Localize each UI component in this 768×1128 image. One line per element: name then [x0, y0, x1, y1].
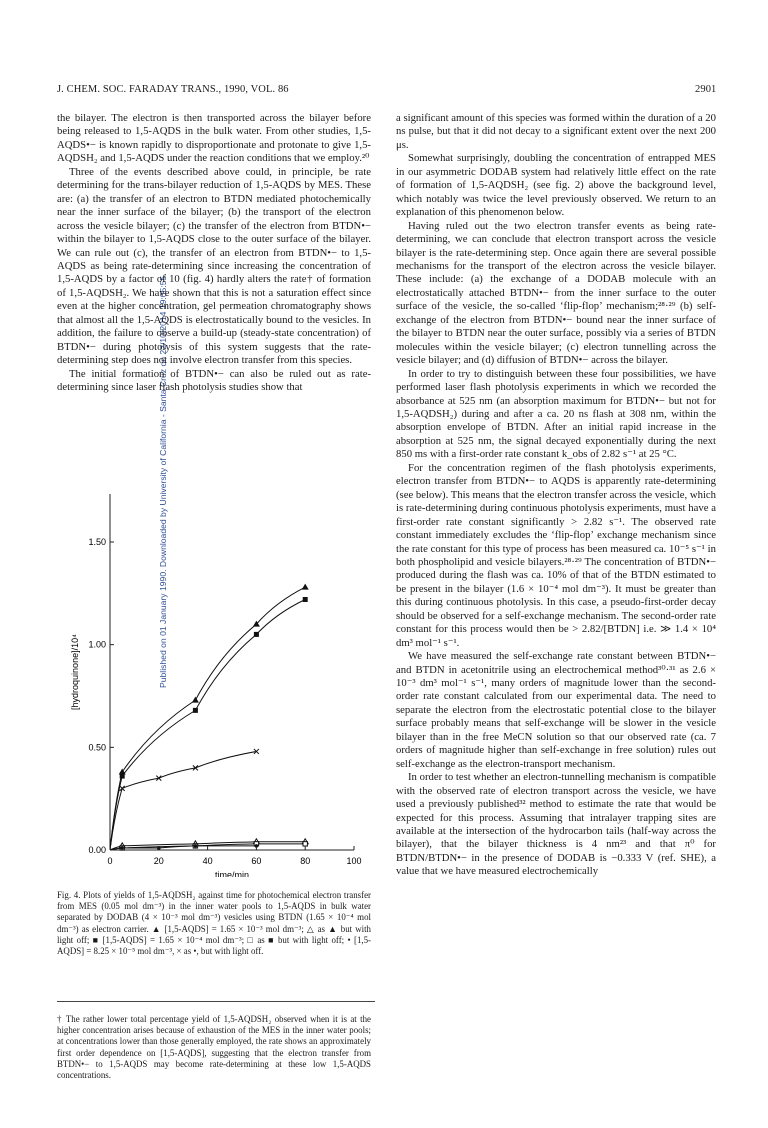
- x-axis-label: time/min: [214, 870, 250, 877]
- data-point-filled-square: [254, 632, 259, 637]
- y-tick-label: 1.00: [88, 639, 106, 650]
- download-watermark-link[interactable]: Published on 01 January 1990. Downloaded by University of California - Santa Cruz on 22/10/2014 19:05:55.: [158, 273, 168, 688]
- journal-header: J. CHEM. SOC. FARADAY TRANS., 1990, VOL. 86: [57, 84, 289, 95]
- x-tick-label: 0: [107, 856, 113, 866]
- chart-curves: [110, 587, 305, 850]
- paragraph: In order to test whether an electron-tunnelling mechanism is compatible with the observed rate of electron transport across the vesicle, we have used a previously published³² method to estimate the rate that would be expected for this process. Assuming that intralayer trapping sites are available at the intersection of the hydrocarbon tails (half-way across the bilayer), that the bilayer thickness is 4 nm²³ and that π⁰ for BTDN/BTDN•− in the presence of DODAB is −0.333 V (ref. SHE), a value that we have measured electrochemically: [396, 771, 716, 878]
- paragraph: The initial formation of BTDN•− can also be ruled out as rate-determining since laser flash photolysis studies show that: [57, 367, 371, 394]
- chart-ticks: [88, 537, 361, 866]
- footnote-divider: [57, 1001, 375, 1002]
- series-curve: [110, 846, 256, 850]
- right-column: [396, 112, 716, 879]
- data-point-filled-square: [120, 774, 125, 779]
- x-tick-label: 100: [346, 856, 362, 866]
- left-column: [57, 112, 371, 395]
- x-tick-label: 40: [202, 856, 213, 866]
- page-number: 2901: [695, 84, 717, 95]
- x-tick-label: 20: [153, 856, 164, 866]
- chart-marks: [119, 584, 309, 850]
- data-point-filled-square: [193, 708, 198, 713]
- data-point-filled-triangle: [302, 584, 309, 590]
- series-curve: [110, 599, 305, 850]
- chart-axes: [110, 494, 354, 850]
- y-axis-label: [hydroquinone]/10⁴: [70, 634, 80, 710]
- paragraph: We have measured the self-exchange rate constant between BTDN•− and BTDN in acetonitrile using an electrochemical method³⁰·³¹ as 2.6 × 10⁻³ dm³ mol⁻¹ s⁻¹, many orders of magnitude lower than the second-order rate constant calculated from our experimental data. The need to separate the electron from the electrostatic potential close to the bilayer surface probably means that self-exchange will be slower in the vesicle bilayer than in the free MeCN solution so that our observed rate (ca. 7 orders of magnitude higher than self-exchange in free solution) rules out self-exchange as the electron-transport mechanism.: [396, 650, 716, 770]
- x-tick-label: 60: [251, 856, 262, 866]
- paragraph: In order to try to distinguish between these four possibilities, we have performed laser flash photolysis experiments in which we recorded the absorbance at 525 nm (an absorption maximum for BTDN•− but not for 1,5-AQDSH₂) during and after a ca. 20 ns flash at 308 nm, within the absorption envelope of BTDN. After an initial rapid increase in the absorption at 525 nm, the signal decayed exponentially during the next 850 ms with a first-order rate constant k_obs of 2.82 s⁻¹ at 25 °C.: [396, 367, 716, 461]
- data-point-dot: [194, 844, 198, 848]
- paragraph: Somewhat surprisingly, doubling the concentration of entrapped MES in our asymmetric DODAB system had relatively little effect on the rate of formation of 1,5-AQDSH₂ (see fig. 2) above the background level, which notably was twice the level previously observed. We return to an explanation of this phenomenon below.: [396, 152, 716, 219]
- paragraph: a significant amount of this species was formed within the duration of a 20 ns pulse, but that it did not decay to a significant extent over the next 200 μs.: [396, 112, 716, 151]
- figure-caption: Fig. 4. Plots of yields of 1,5-AQDSH₂ against time for photochemical electron transfer from MES (0.05 mol dm⁻³) in the inner water pools to 1,5-AQDS in bulk water separated by DODAB (4 × 10⁻³ mol dm⁻³) vesicles using BTDN (1.65 × 10⁻⁴ mol dm⁻³) as electron carrier. ▲ [1,5-AQDS] = 1.65 × 10⁻³ mol dm⁻³; △ as ▲ but with light off; ■ [1,5-AQDS] = 1.65 × 10⁻⁴ mol dm⁻³; □ as ■ but with light off; • [1,5-AQDS] = 8.25 × 10⁻⁵ mol dm⁻³, × as •, but with light off.: [57, 890, 371, 957]
- paragraph: Three of the events described above could, in principle, be rate determining for the trans-bilayer reduction of 1,5-AQDS by MES. These are: (a) the transfer of an electron to BTDN mediated photochemically near the inner surface of the bilayer; (b) the transport of the electron across the vesicle bilayer; (c) the transfer of the electron from BTDN•− within the bilayer to 1,5-AQDS close to the outer surface of the bilayer. We can rule out (c), the transfer of an electron from BTDN•− to 1,5-AQDS as being rate-determining since increasing the concentration of 1,5-AQDS by a factor of 10 (fig. 4) hardly alters the rate† of formation of 1,5-AQDSH₂. We have shown that this is not a saturation effect since even at the higher concentration, gel permeation chromatography shows that almost all the 1,5-AQDS is electrostatically bound to the vesicles. In addition, the failure to observe a build-up (steady-state concentration) of BTDN•− during photolysis of this system suggests that the rate-determining step does not involve electron transfer from this species.: [57, 165, 371, 367]
- y-tick-label: 1.50: [88, 537, 106, 547]
- x-tick-label: 80: [300, 856, 311, 866]
- chart-svg: [52, 482, 372, 877]
- data-point-filled-square: [303, 597, 308, 602]
- paragraph: Having ruled out the two electron transfer events as being rate-determining, we can conclude that electron transport across the vesicle bilayer is the rate-determining step. Once again there are several possible mechanisms for the transport of the electron across the vesicle bilayer. These include: (a) the exchange of a DODAB molecule with an electrostatically attached BTDN•− from the inner surface to the outer surface of the vesicle, the so-called ‘flip-flop’ mechanism;²⁸·²⁹ (b) self-exchange of the electron from BTDN•− bound near the inner surface of the bilayer to BTDN near the outer surface, possibly via a series of BTDN molecules within the vesicle bilayer; (c) electron tunnelling across the vesicle bilayer; and (d) diffusion of BTDN•− across the bilayer.: [396, 219, 716, 367]
- y-tick-label: 0.50: [88, 742, 106, 753]
- data-point-open-square: [303, 842, 307, 846]
- figure-4-chart: [52, 482, 372, 877]
- footnote: † The rather lower total percentage yield of 1,5-AQDSH₂ observed when it is at the higher concentration arises because of exhaustion of the MES in the inner water pools; at concentrations lower than those generally employed, the rate shows an approximately first order dependence on [1,5-AQDS], suggesting that the electron transfer from BTDN•− to 1,5-AQDS may become rate-determining at these low 1,5-AQDS concentrations.: [57, 1014, 371, 1081]
- y-tick-label: 0.00: [88, 845, 106, 855]
- data-point-dot: [120, 846, 124, 850]
- paragraph: For the concentration regimen of the flash photolysis experiments, electron transfer from BTDN•− to AQDS is apparently rate-determining (see below). This means that the electron transfer across the vesicle, which is rate-determining during continuous photolysis experiments, must have a first-order rate constant significantly > 2.82 s⁻¹. The observed rate constant immediately excludes the ‘flip-flop’ exchange mechanism since the rate constant for this type of process has been measured ca. 10⁻⁵ s⁻¹ in both phospholipid and vesicle bilayers.²⁸·²⁹ The concentration of BTDN•− produced during the flash was ca. 10% of that of the BTDN estimated to be present in the bilayer (1.6 × 10⁻⁴ mol dm⁻³). It must be greater than this during continuous photolysis. In this case, a pseudo-first-order decay should be observed for a self-exchange mechanism. The second-order rate constant for this process would then be > 2.82/[BTDN] i.e. ≫ 1.4 × 10⁴ dm³ mol⁻¹ s⁻¹.: [396, 461, 716, 649]
- series-curve: [110, 751, 256, 850]
- series-curve: [110, 587, 305, 850]
- data-point-filled-triangle: [192, 697, 199, 703]
- data-point-filled-triangle: [119, 768, 126, 774]
- paragraph: the bilayer. The electron is then transported across the bilayer before being released to 1,5-AQDS in the bulk water. From other studies, 1,5-AQDS•− is known rapidly to disproportionate and protonate to give 1,5-AQDSH₂ and 1,5-AQDS under the reaction conditions that we employ.²⁰: [57, 112, 371, 165]
